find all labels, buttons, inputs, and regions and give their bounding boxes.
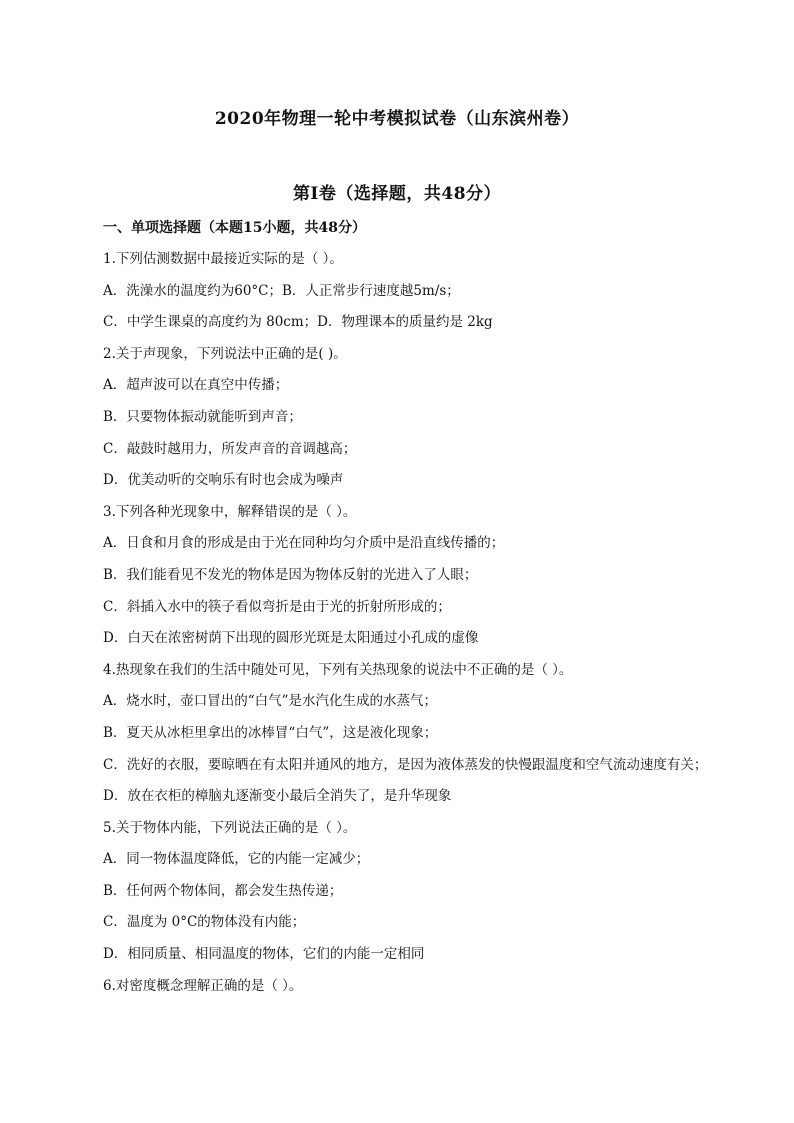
question-line: C．温度为 0°C的物体没有内能； xyxy=(103,914,306,931)
question-line: C．中学生课桌的高度约为 80cm；D．物理课本的质量约是 2kg xyxy=(103,314,493,331)
volume-title: 第Ⅰ卷（选择题，共48分） xyxy=(292,184,502,204)
question-line: D．相同质量、相同温度的物体，它们的内能一定相同 xyxy=(103,946,425,963)
question-line: C．敲鼓时越用力，所发声音的音调越高； xyxy=(103,440,357,457)
question-line: 5.关于物体内能，下列说法正确的是（ ）。 xyxy=(103,819,357,836)
question-line: 2.关于声现象，下列说法中正确的是( )。 xyxy=(103,345,347,362)
question-line: D．优美动听的交响乐有时也会成为噪声 xyxy=(103,472,344,489)
question-line: A．日食和月食的形成是由于光在同种均匀介质中是沿直线传播的； xyxy=(103,535,505,552)
question-line: A．烧水时，壶口冒出的“白气”是水汽化生成的水蒸气； xyxy=(103,693,438,710)
question-line: A．超声波可以在真空中传播； xyxy=(103,377,289,394)
question-line: 3.下列各种光现象中，解释错误的是（ ）。 xyxy=(103,503,357,520)
document-title: 2020年物理一轮中考模拟试卷（山东滨州卷） xyxy=(214,109,580,129)
question-line: B．我们能看见不发光的物体是因为物体反射的光进入了人眼； xyxy=(103,566,478,583)
question-line: B．只要物体振动就能听到声音； xyxy=(103,408,302,425)
question-line: B．夏天从冰柜里拿出的冰棒冒“白气”，这是液化现象； xyxy=(103,724,438,741)
question-list xyxy=(103,250,783,1008)
question-line: B．任何两个物体间，都会发生热传递； xyxy=(103,882,343,899)
question-line: A．洗澡水的温度约为60°C；B．人正常步行速度越5m/s； xyxy=(103,282,460,299)
question-line: D．白天在浓密树荫下出现的圆形光斑是太阳通过小孔成的虚像 xyxy=(103,630,479,647)
question-line: D．放在衣柜的樟脑丸逐渐变小最后全消失了，是升华现象 xyxy=(103,788,452,805)
question-line: A．同一物体温度降低，它的内能一定减少； xyxy=(103,851,370,868)
question-line: 1.下列估测数据中最接近实际的是（ ）。 xyxy=(103,251,343,267)
question-line: 4.热现象在我们的生活中随处可见，下列有关热现象的说法中不正确的是（ ）。 xyxy=(103,661,573,678)
question-line: C．斜插入水中的筷子看似弯折是由于光的折射所形成的； xyxy=(103,598,451,615)
section-heading: 一、单项选择题（本题15小题，共48分） xyxy=(103,220,366,236)
question-line: 6.对密度概念理解正确的是（ ）。 xyxy=(103,977,303,994)
question-line: C．洗好的衣服，要晾晒在有太阳并通风的地方，是因为液体蒸发的快慢跟温度和空气流动速度有关； xyxy=(103,756,708,773)
